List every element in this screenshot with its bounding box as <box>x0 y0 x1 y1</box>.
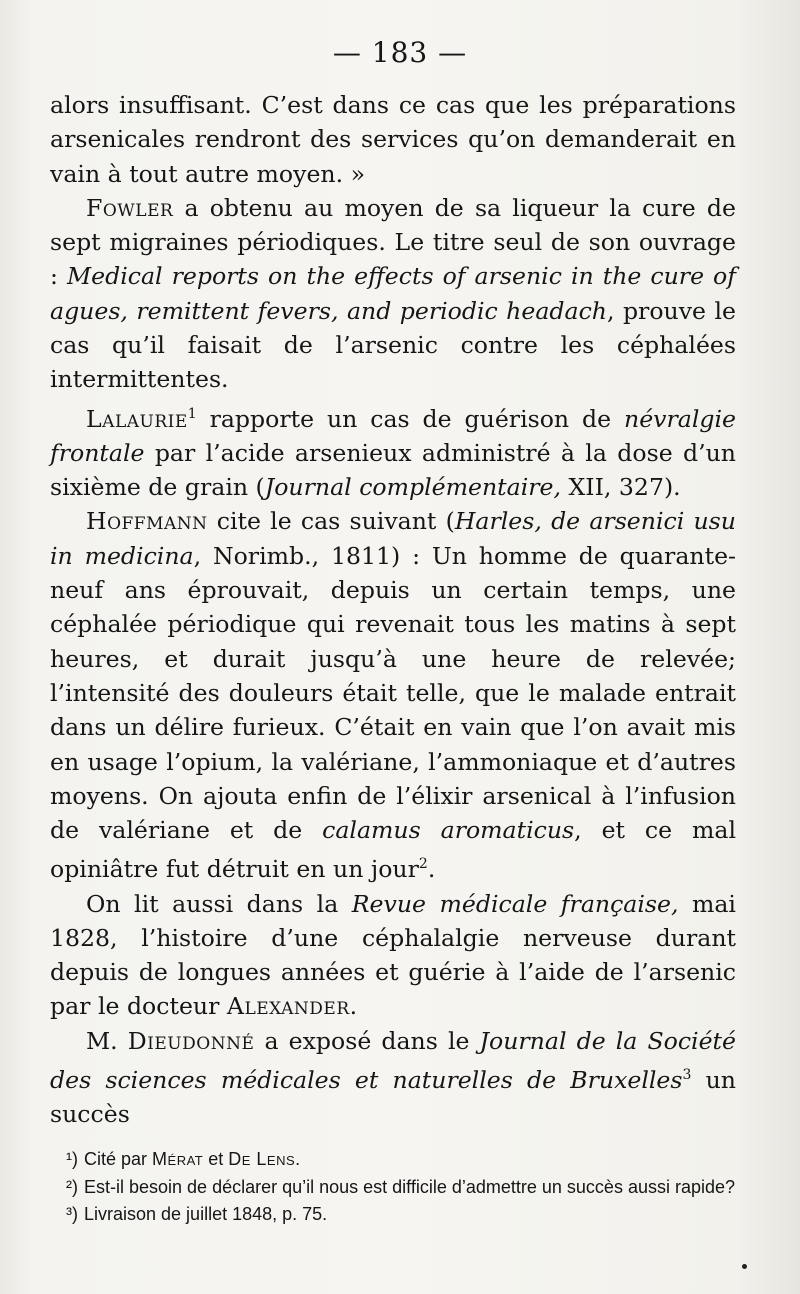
cited-name: De Lens <box>228 1149 296 1169</box>
author-name: Hoffmann <box>86 507 208 536</box>
journal-title: Revue médicale française, <box>351 889 679 918</box>
footnotes <box>50 1146 736 1229</box>
footnote-mark: ³) <box>66 1204 78 1224</box>
journal-title: Journal de la Société des sciences médicales et naturelles de Bruxelles <box>50 1026 736 1094</box>
source-title: Harles, de arsenici usu in medicina <box>50 507 736 570</box>
footnote-mark: ¹) <box>66 1149 78 1169</box>
author-name: Dieudonné <box>127 1026 255 1055</box>
journal-title: Journal complémentaire, <box>264 473 561 502</box>
paragraph-5: On lit aussi dans la Revue médicale française, mai 1828, l’histoire d’une céphalalgie nerveuse durant depuis de longues années et guérie à l’aide de l’arsenic par le docteur Alexander. <box>50 889 736 1021</box>
paragraph-1: alors insuffisant. C’est dans ce cas que les préparations arsenicales rendront des services qu’on demanderait en vain à tout autre moyen. » <box>50 91 736 188</box>
author-name: Alexander <box>226 992 350 1021</box>
footnote-1: ¹) Cité par Mérat et De Lens. <box>50 1146 736 1174</box>
footnote-mark: ²) <box>66 1176 78 1197</box>
medical-term: névralgie frontale <box>50 404 736 467</box>
paragraph-2: Fowler a obtenu au moyen de sa liqueur la cure de sept migraines périodiques. Le titre seul de son ouvrage : Medical reports on the effects of arsenic in the cure of agues, remittent fevers, and periodic headach, prouve le cas qu’il faisait de l’arsenic contre les céphalées intermittentes. <box>50 193 736 394</box>
page-number: — 183 — <box>332 36 468 69</box>
ink-speck <box>742 1264 747 1269</box>
footnote-ref: 1 <box>187 405 197 422</box>
book-title: Medical reports on the effects of arsenic in the cure of agues, remittent fevers, and periodic headach <box>50 262 736 325</box>
body-text <box>50 88 736 1131</box>
footnote-ref: 3 <box>682 1067 692 1084</box>
paragraph-6: M. Dieudonné a exposé dans le Journal de la Société des sciences médicales et naturelles de Bruxelles$^3$ un succès <box>50 1026 737 1129</box>
author-name: Fowler <box>86 193 174 222</box>
paragraph-4: Hoffmann cite le cas suivant (Harles, de arsenici usu in medicina, Norimb., 1811) : Un homme de quarante-neuf ans éprouvait, depuis un certain temps, une céphalée périodique qui revenait tous les matins à sept heures, et durait jusqu’à une heure de relevée; l’intensité des douleurs était telle, que le malade entrait dans un délire furieux. C’était en vain que l’on avait mis en usage l’opium, la valériane, l’ammoniaque et d’autres moyens. On ajouta enfin de l’élixir arsenical à l’infusion de valériane et de calamus aromaticus, et ce mal opiniâtre fut détruit en un jour$^2$. <box>50 507 737 884</box>
paragraph-3: Lalaurie$^1$ rapporte un cas de guérison de névralgie frontale par l’acide arsenieux administré à la dose d’un sixième de grain (Journal complémentaire, XII, 327). <box>50 404 736 502</box>
footnote-2: ²) Est-il besoin de déclarer qu’il nous est difficile d’admettre un succès aussi rapide? <box>50 1174 736 1202</box>
footnote-3: ³) Livraison de juillet 1848, p. 75. <box>50 1201 736 1229</box>
footnote-ref: 2 <box>418 856 428 873</box>
cited-name: Mérat <box>152 1149 204 1169</box>
author-name: Lalaurie <box>86 404 188 433</box>
remedy-name: calamus aromaticus <box>322 816 575 845</box>
